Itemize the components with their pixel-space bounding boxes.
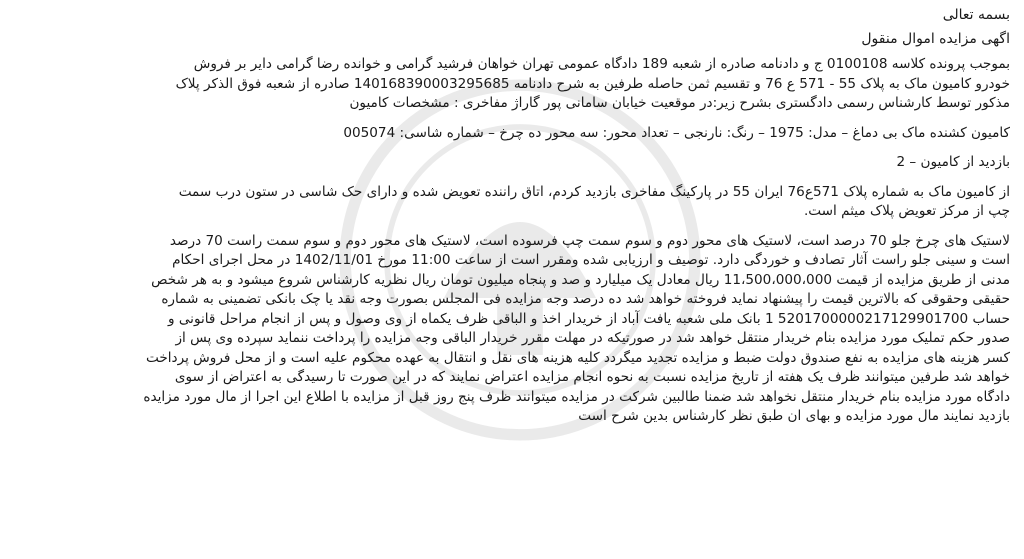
body-line: است و سینی جلو راست آثار تصادف و خوردگی دارد. توصیف و ارزیابی شده ومقرر است از ساعت 11:00 مورخ 1402/11/01 در محل اجرای احکام — [172, 252, 1010, 268]
body-line: حساب 5201700000217129901700 1 بانک ملی شعبه یافت آباد از خریدار اخذ و الباقی ظرف یکماه از وی وصول و پس از انجام مراحل قانونی و — [167, 310, 1010, 327]
truck-spec: کامیون کشنده ماک بی دماغ – مدل: 1975 – رنگ: نارنجی – تعداد محور: سه محور ده چرخ – شماره شاسی: 005074 — [343, 124, 1010, 141]
body-paragraph — [14, 232, 1010, 427]
body-line: مدنی از طریق مزایده از قیمت 11،500،000،000 ریال معادل یک میلیارد و صد و پنجاه میلیون تومان ریال نظریه کارشناس شروع میشود و به هر شخص — [151, 271, 1010, 288]
heading: بسمه تعالی — [942, 7, 1010, 23]
visit-line: چپ از مرکز تعویض پلاک میثم است. — [803, 203, 1010, 219]
body-line: بازدید نمایند مال مورد مزایده و بهای ان طبق نظر کارشناس بدین شرح است — [578, 408, 1010, 424]
visit-line: از کامیون ماک به شماره پلاک 571ع76 ایران 55 در پارکینگ مفاخری بازدید کردم، اتاق راننده تعویض شده و دارای حک شاسی در ستون درب سمت — [178, 183, 1010, 200]
intro-line: بموجب پرونده کلاسه 0100108 ج و دادنامه صادره از شعبه 189 دادگاه عمومی تهران خواهان فرشید گرامی و خوانده رضا گرامی دایر بر فروش — [193, 56, 1010, 72]
intro-line: خودرو کامیون ماک به پلاک 55 - 571 ع 76 و تقسیم ثمن حاصله طرفین به شرح دادنامه 140168390003295685 صادره از شعبه فوق الذکر پلاک — [175, 75, 1010, 92]
body-line: لاستیک های چرخ جلو 70 درصد است، لاستیک های محور دوم و سوم سمت چپ فرسوده است، لاستیک های محور دوم و سوم سمت راست 70 درصد — [169, 232, 1010, 249]
body-line: کسر هزینه های مزایده به نفع صندوق دولت ضبط و مزایده تجدید میگردد کلیه هزینه های نقل و انتقال به عهده محکوم علیه است و از محل فروش پرداخت — [145, 349, 1010, 366]
visit-heading: بازدید از کامیون – 2 — [896, 154, 1010, 170]
body-line: حقیقی وحقوقی که بالاترین قیمت را پیشنهاد نماید فروخته خواهد شد ده درصد وجه مزایده فی المجلس بصورت وجه نقد یا چک بانکی تضمینی به شماره — [161, 291, 1010, 307]
visit-paragraph — [14, 183, 1010, 222]
intro-paragraph — [14, 55, 1010, 114]
body-line: دادگاه مورد مزایده بنام خریدار منتقل نخواهد شد ضمنا طالبین شرکت در مزایده میتوانند ظرف پنج روز قبل از مزایده با اطلاع این اجرا از مال مورد مزایده — [143, 388, 1010, 405]
intro-line: مذکور توسط کارشناس رسمی دادگستری بشرح زیر:در موقعیت خیابان سامانی پور گاراژ مفاخری : مشخصات کامیون — [349, 95, 1010, 111]
notice-title: اگهی مزایده اموال منقول — [861, 30, 1010, 47]
body-line: صدور حکم تملیک مورد مزایده بنام خریدار منتقل خواهد شد در صورتیکه در مهلت مقرر خریدار الباقی وجه مزایده را پرداخت ننماید سپرده وی پس از — [175, 330, 1010, 346]
body-line: خواهد شد طرفین میتوانند ظرف یک هفته از تاریخ مزایده نسبت به نحوه انجام مزایده اعتراض نمایند که در این صورت تا رسیدگی به اعتراض از سوی — [174, 369, 1010, 385]
